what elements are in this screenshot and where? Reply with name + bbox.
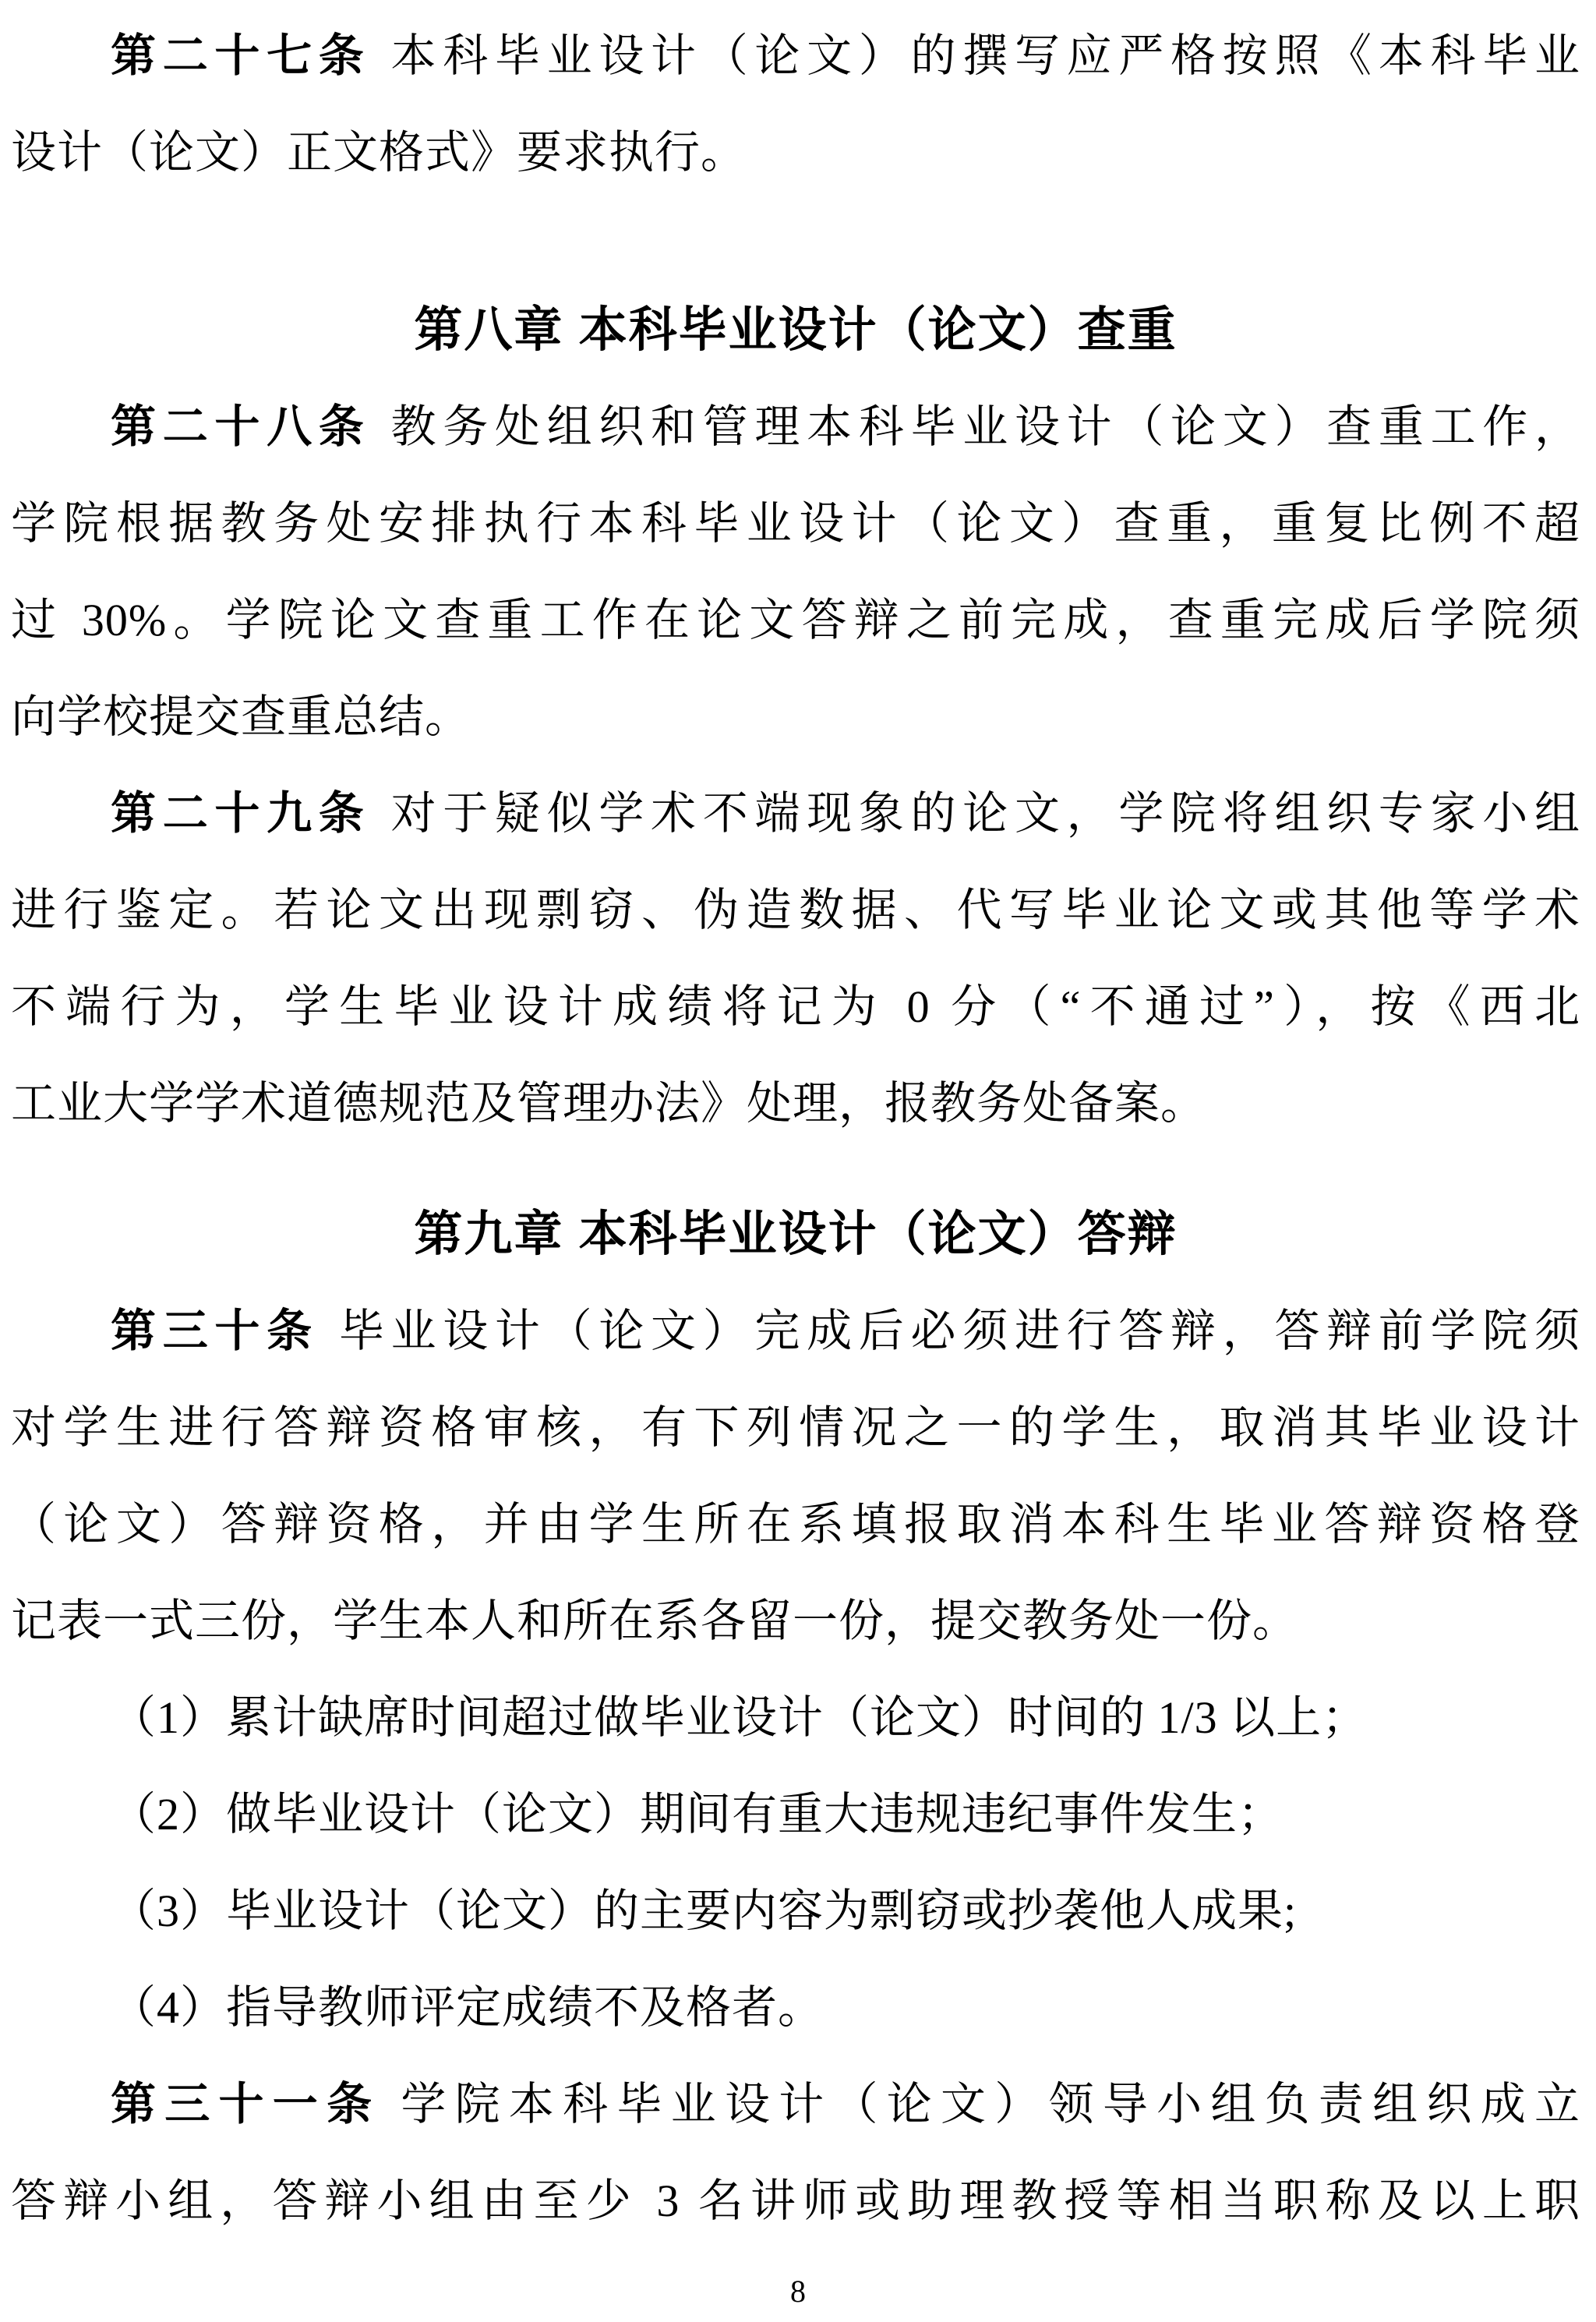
text-segment: 本科毕业设计（论文）的撰写应严格按照《本科毕业 [390,30,1580,81]
text-line [11,572,1580,669]
text-segment: 答辩小组，答辩小组由至少 3 名讲师或助理教授等相当职称及以上职 [11,2175,1580,2226]
text-line [11,1283,1580,1380]
text-line [11,959,1580,1055]
text-line [11,475,1580,572]
text-line [11,1380,1580,1476]
text-segment: 对于疑似学术不端现象的论文，学院将组织专家小组 [390,788,1580,839]
text-segment: 毕业设计（论文）完成后必须进行答辩，答辩前学院须 [338,1306,1580,1356]
text-segment: 不端行为，学生毕业设计成绩将记为 0 分（“不通过”），按《西北 [11,981,1580,1032]
text-segment: 学院本科毕业设计（论文）领导小组负责组织成立 [401,2079,1580,2129]
text-segment: 教务处组织和管理本科毕业设计（论文）查重工作， [390,401,1580,452]
article-27-lead: 第二十七条 [111,30,371,81]
text-segment: 设计（论文）正文格式》要求执行。 [11,127,747,178]
text-segment: （1）累计缺席时间超过做毕业设计（论文）时间的 1/3 以上； [111,1692,1368,1743]
list-item-3 [11,1863,1580,1960]
list-item-4 [11,1960,1580,2056]
text-segment: （2）做毕业设计（论文）期间有重大违规违纪事件发生； [111,1789,1284,1840]
text-line [11,1476,1580,1573]
text-line [11,8,1580,104]
text-line [11,379,1580,475]
text-line [11,669,1580,765]
text-line [11,862,1580,959]
text-segment: 对学生进行答辩资格审核，有下列情况之一的学生，取消其毕业设计 [11,1402,1580,1453]
text-segment: 学院根据教务处安排执行本科毕业设计（论文）查重，重复比例不超 [11,498,1580,549]
text-segment: （论文）答辩资格，并由学生所在系填报取消本科生毕业答辩资格登 [11,1499,1580,1550]
text-segment: 工业大学学术道德规范及管理办法》处理，报教务处备案。 [11,1078,1207,1129]
article-28-lead: 第二十八条 [111,401,371,452]
text-line [11,1573,1580,1670]
text-segment: （3）毕业设计（论文）的主要内容为剽窃或抄袭他人成果; [111,1886,1298,1936]
page-number: 8 [790,2274,806,2309]
text-line [11,765,1580,862]
chapter-8-heading: 第八章 本科毕业设计（论文）查重 [414,303,1178,357]
text-segment: 过 30%。学院论文查重工作在论文答辩之前完成，查重完成后学院须 [11,595,1580,645]
chapter-9-heading: 第九章 本科毕业设计（论文）答辩 [414,1207,1178,1261]
article-29-lead: 第二十九条 [111,788,371,839]
text-segment: 记表一式三份，学生本人和所在系各留一份，提交教务处一份。 [11,1596,1299,1646]
text-line [11,2056,1580,2153]
list-item-1 [11,1670,1580,1766]
text-line [11,1055,1580,1152]
text-segment: 进行鉴定。若论文出现剽窃、伪造数据、代写毕业论文或其他等学术 [11,885,1580,935]
text-line [11,2153,1580,2250]
text-segment: （4）指导教师评定成绩不及格者。 [111,1982,824,2033]
text-line [11,104,1580,201]
list-item-2 [11,1766,1580,1863]
article-30-lead: 第三十条 [111,1306,319,1356]
article-31-lead: 第三十一条 [111,2079,381,2129]
text-segment: 向学校提交查重总结。 [11,691,471,742]
